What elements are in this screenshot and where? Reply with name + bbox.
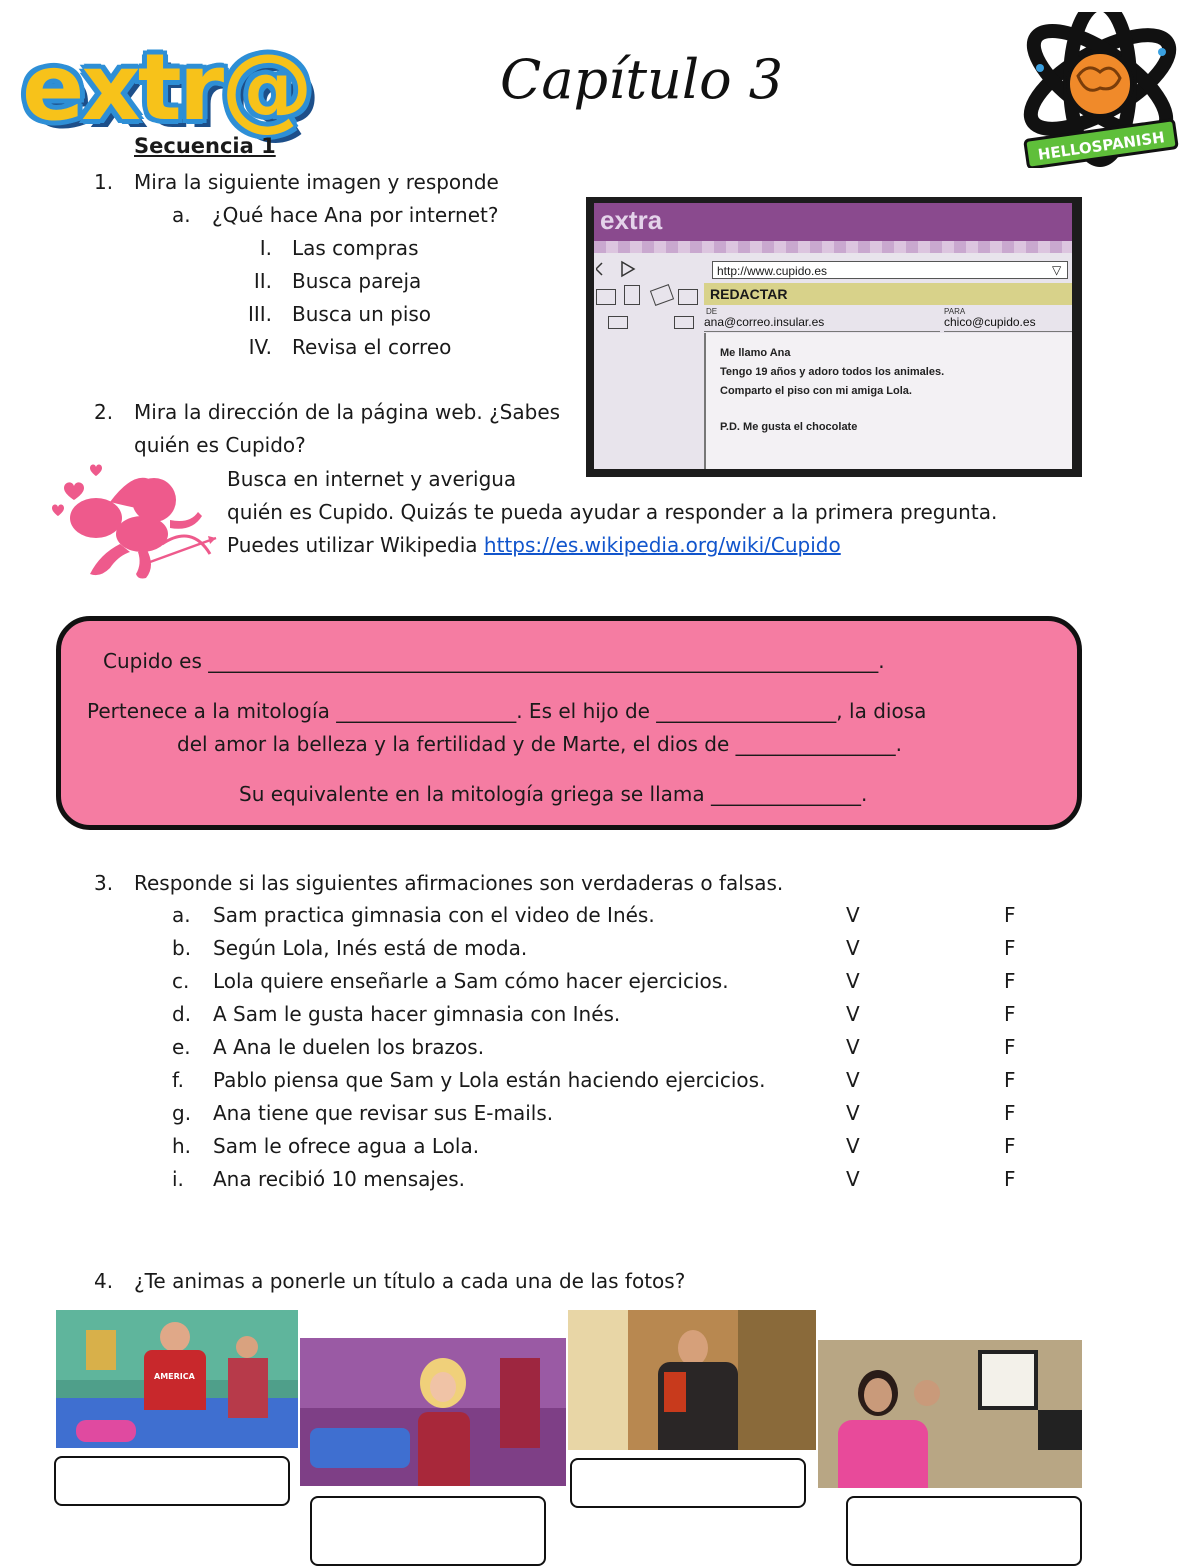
shirt-text: AMERICA [154, 1372, 195, 1381]
chapter-title: Capítulo 3 [500, 48, 784, 111]
mail-icon [608, 316, 628, 329]
message-line: Comparto el piso con mi amiga Lola. [720, 385, 912, 397]
url-bar: http://www.cupido.es [712, 261, 1068, 279]
wikipedia-link[interactable]: https://es.wikipedia.org/wiki/Cupido [483, 533, 841, 557]
true-option[interactable]: V [846, 1134, 860, 1158]
statement-letter: a. [172, 903, 191, 927]
option-number: III. [247, 302, 272, 326]
q1-number: 1. [94, 170, 114, 194]
statement-letter: i. [172, 1167, 184, 1191]
compose-label: REDACTAR [704, 283, 1072, 305]
q1-text: Mira la siguiente imagen y responde [134, 170, 499, 194]
caption-box-3[interactable] [570, 1458, 806, 1508]
option-text: Busca un piso [292, 302, 432, 326]
false-option[interactable]: F [1004, 1134, 1016, 1158]
statement-text: Sam le ofrece agua a Lola. [213, 1134, 480, 1158]
true-option[interactable]: V [846, 1068, 860, 1092]
false-option[interactable]: F [1004, 936, 1016, 960]
false-option[interactable]: F [1004, 1068, 1016, 1092]
back-forward-icon [596, 259, 644, 279]
statement-text: A Ana le duelen los brazos. [213, 1035, 485, 1059]
message-line: Tengo 19 años y adoro todos los animales. [720, 366, 945, 378]
cupido-fill-in-box [56, 616, 1082, 830]
statement-letter: f. [172, 1068, 184, 1092]
false-option[interactable]: F [1004, 969, 1016, 993]
q2-line5 [227, 533, 841, 557]
photo-sam-exercise [56, 1310, 298, 1448]
toolbar-icon [650, 284, 674, 306]
option-text: Revisa el correo [292, 335, 452, 359]
email-screenshot [586, 197, 1082, 477]
statement-letter: e. [172, 1035, 191, 1059]
message-line: P.D. Me gusta el chocolate [720, 421, 858, 433]
false-option[interactable]: F [1004, 1167, 1016, 1191]
caption-box-1[interactable] [54, 1456, 290, 1506]
photo-pablo [568, 1310, 816, 1450]
hellospanish-badge [1012, 12, 1184, 168]
statement-text: Lola quiere enseñarle a Sam cómo hacer ejercicios. [213, 969, 729, 993]
true-option[interactable]: V [846, 903, 860, 927]
from-field: ana@correo.insular.es [704, 313, 940, 332]
from-label: DE [706, 307, 718, 316]
screenshot-brand: extra [600, 205, 663, 235]
screenshot-topbar [594, 203, 1072, 241]
false-option[interactable]: F [1004, 903, 1016, 927]
statement-letter: d. [172, 1002, 192, 1026]
statement-text: Ana tiene que revisar sus E-mails. [213, 1101, 554, 1125]
option-text: Las compras [292, 236, 419, 260]
q1a-text: ¿Qué hace Ana por internet? [212, 203, 499, 227]
statement-letter: g. [172, 1101, 192, 1125]
true-option[interactable]: V [846, 1101, 860, 1125]
caption-box-2[interactable] [310, 1496, 546, 1566]
toolbar-icon [596, 289, 616, 305]
pink-line4: Su equivalente en la mitología griega se llama _______________. [239, 782, 868, 806]
q3-text: Responde si las siguientes afirmaciones son verdaderas o falsas. [134, 871, 784, 895]
true-option[interactable]: V [846, 969, 860, 993]
option-number: I. [259, 236, 272, 260]
extra-logo: extr@ [22, 34, 311, 141]
pink-line2: Pertenece a la mitología __________________. Es el hijo de __________________, la diosa [87, 699, 927, 723]
to-field: chico@cupido.es [944, 313, 1072, 332]
option-text: Busca pareja [292, 269, 422, 293]
q2-line1: Mira la dirección de la página web. ¿Sabes [134, 400, 561, 424]
cupid-illustration [50, 458, 220, 593]
q2-line3: Busca en internet y averigua [227, 467, 517, 491]
statement-letter: h. [172, 1134, 192, 1158]
true-option[interactable]: V [846, 1035, 860, 1059]
statement-text: Ana recibió 10 mensajes. [213, 1167, 466, 1191]
statement-text: Pablo piensa que Sam y Lola están haciendo ejercicios. [213, 1068, 766, 1092]
open-mail-icon [674, 316, 694, 329]
pink-line3: del amor la belleza y la fertilidad y de Marte, el dios de ________________. [177, 732, 902, 756]
statement-text: Según Lola, Inés está de moda. [213, 936, 528, 960]
q3-number: 3. [94, 871, 114, 895]
to-label: PARA [944, 307, 966, 316]
pink-line1: Cupido es ___________________________________________________________________. [103, 649, 885, 673]
q2-line4: quién es Cupido. Quizás te pueda ayudar a responder a la primera pregunta. [227, 500, 998, 524]
q1a-letter: a. [172, 203, 191, 227]
option-number: II. [253, 269, 272, 293]
toolbar-icon [624, 285, 640, 305]
caption-box-4[interactable] [846, 1496, 1082, 1566]
true-option[interactable]: V [846, 936, 860, 960]
true-option[interactable]: V [846, 1167, 860, 1191]
false-option[interactable]: F [1004, 1002, 1016, 1026]
q2-number: 2. [94, 400, 114, 424]
q2-line5-prefix: Puedes utilizar Wikipedia [227, 533, 484, 557]
message-line: Me llamo Ana [720, 347, 791, 359]
true-option[interactable]: V [846, 1002, 860, 1026]
false-option[interactable]: F [1004, 1101, 1016, 1125]
option-number: IV. [248, 335, 272, 359]
statement-letter: b. [172, 936, 192, 960]
q2-line2: quién es Cupido? [134, 433, 306, 457]
sequence-title: Secuencia 1 [134, 134, 276, 158]
url-dropdown-icon: ▽ [1052, 263, 1062, 277]
statement-text: A Sam le gusta hacer gimnasia con Inés. [213, 1002, 621, 1026]
statement-letter: c. [172, 969, 190, 993]
q4-text: ¿Te animas a ponerle un título a cada una de las fotos? [134, 1269, 686, 1293]
false-option[interactable]: F [1004, 1035, 1016, 1059]
statement-text: Sam practica gimnasia con el video de Inés. [213, 903, 655, 927]
photo-ines-video [300, 1338, 566, 1486]
toolbar-icon [678, 289, 698, 305]
photo-lola [818, 1340, 1082, 1488]
message-body [704, 333, 1072, 469]
badge-text: HELLOSPANISH [1036, 128, 1166, 164]
q4-number: 4. [94, 1269, 114, 1293]
